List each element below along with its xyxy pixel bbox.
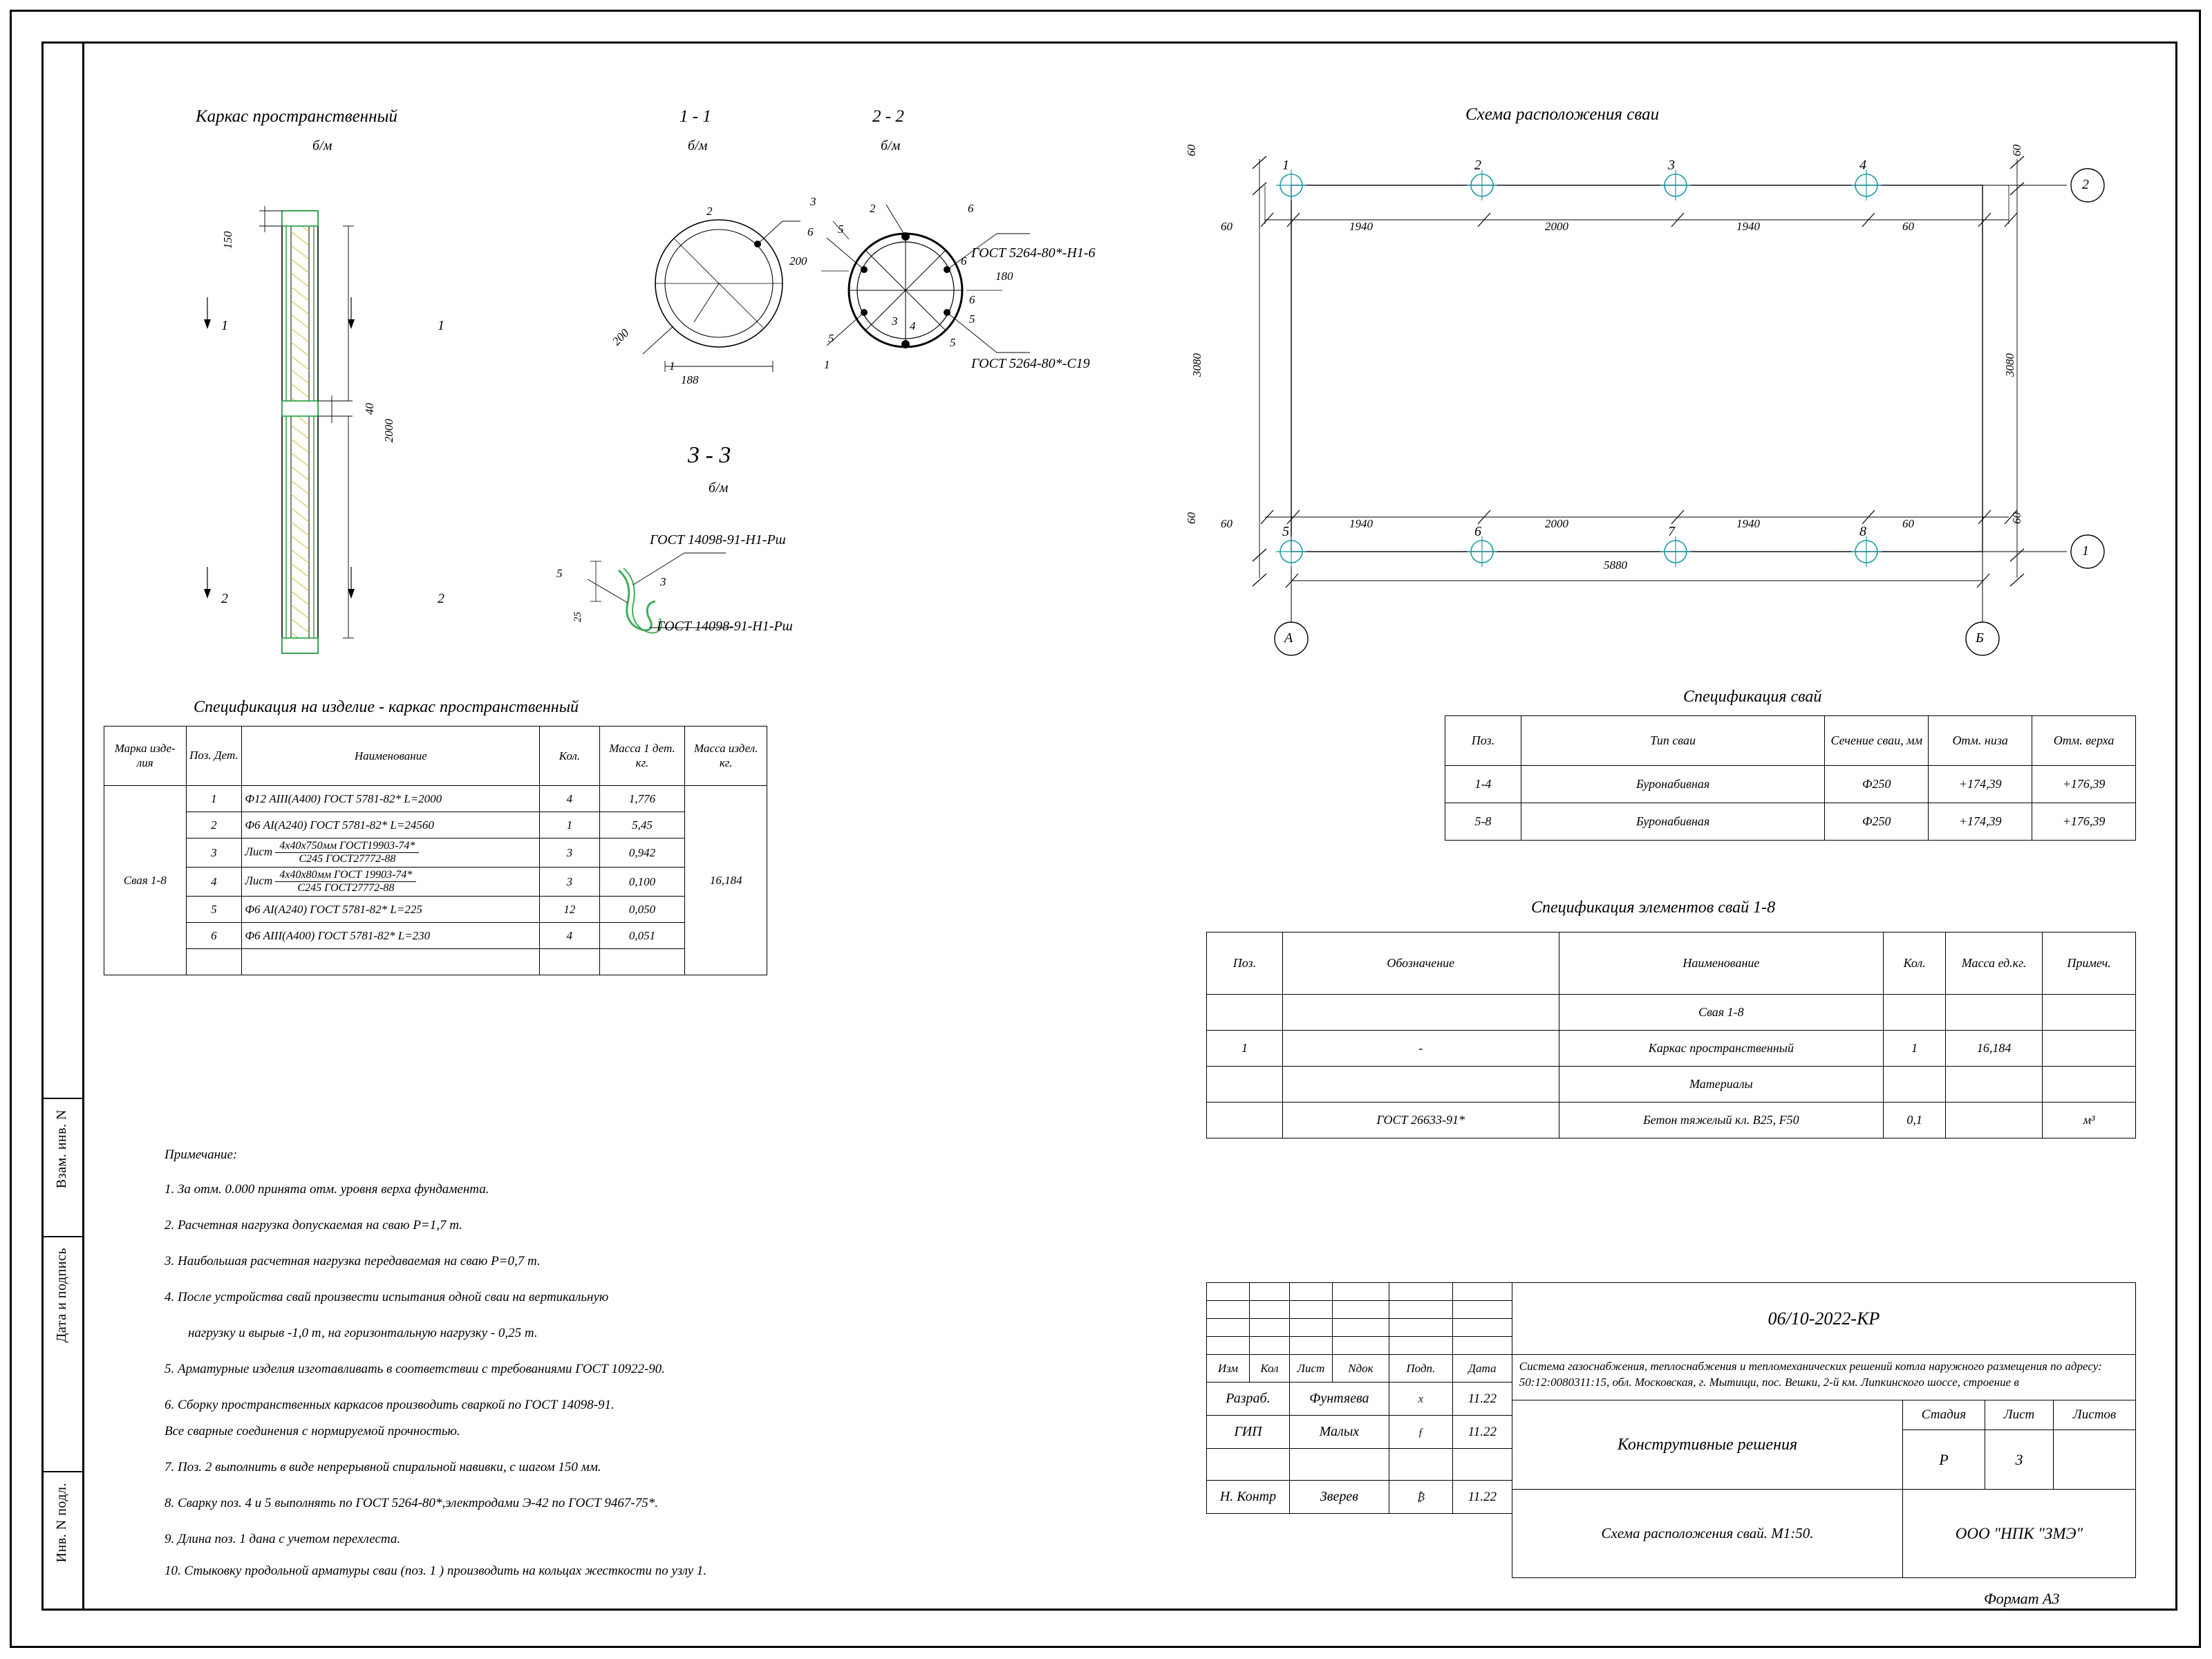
sec11-num-1: 1 (669, 359, 675, 373)
tb-c4b (1332, 1301, 1389, 1319)
tb-c3c (1289, 1319, 1332, 1337)
tb-list-header: Лист (1985, 1400, 2054, 1430)
spec-karkas-table (104, 726, 767, 975)
tb-company: ООО "НПК "ЗМЭ" (1902, 1490, 2136, 1578)
cell-mark-value: Свая 1-8 (104, 786, 187, 975)
sec22-num-5c: 5 (828, 332, 834, 345)
section-mark-2-right: 2 (438, 591, 444, 606)
cell-el-name-1: Свая 1-8 (1559, 995, 1884, 1031)
th-mass1: Масса 1 дет. кг. (599, 727, 685, 786)
table-row (1207, 1031, 2136, 1067)
th-qty: Кол. (540, 727, 599, 786)
cell-svai-section-1: Ф250 (1825, 766, 1929, 803)
sec22-num-1: 1 (824, 358, 830, 371)
cell-el-qty-1 (1884, 995, 1946, 1031)
pile-number-2: 2 (1474, 158, 1481, 173)
cell-el-pos-4 (1207, 1103, 1283, 1138)
dim-top-60b: 60 (1902, 220, 1914, 233)
tb-col-kol: Кол (1249, 1355, 1289, 1382)
tb-c4d (1332, 1337, 1389, 1355)
cell-el-qty-2: 1 (1884, 1031, 1946, 1067)
sec22-gost-bottom: ГОСТ 5264-80*-С19 (971, 356, 1090, 371)
sheet-format-label: Формат А3 (1984, 1590, 2060, 1607)
th-el-qty: Кол. (1884, 932, 1946, 995)
tb-sign-3 (1389, 1449, 1452, 1481)
axis-bubble-b: Б (1976, 630, 1984, 646)
cell-el-desig-4: ГОСТ 26633-91* (1282, 1103, 1559, 1138)
tb-date-3 (1452, 1449, 1512, 1481)
tb-c6 (1452, 1283, 1512, 1301)
sec22-dim-200: 200 (789, 254, 807, 268)
sec33-gost-top: ГОСТ 14098-91-Н1-Рш (650, 532, 786, 547)
pile-number-6: 6 (1474, 524, 1481, 539)
note-item-4b: нагрузку и вырыв -1,0 т, на горизонтальную нагрузку - 0,25 т. (188, 1326, 538, 1340)
dim-top-1940: 1940 (1349, 220, 1373, 233)
cell-mass-2: 5,45 (599, 812, 685, 838)
dim-bot-60a: 60 (1221, 517, 1232, 530)
tb-role-4: Н. Контр (1207, 1481, 1290, 1514)
table-row (1207, 1067, 2136, 1103)
cell-qty-3: 3 (540, 838, 599, 868)
tb-name-3 (1289, 1449, 1389, 1481)
table-row (104, 897, 767, 923)
tb-sign-1: x (1389, 1382, 1452, 1416)
spec-elements-title: Спецификация элементов свай 1-8 (1531, 899, 1776, 917)
sec33-num-3: 3 (660, 575, 666, 588)
cell-pos-2: 2 (186, 812, 242, 838)
cell-svai-top-1: +176,39 (2032, 766, 2136, 803)
dim-bot-1940: 1940 (1349, 517, 1373, 530)
cell-mass-1: 1,776 (599, 786, 685, 812)
pile-number-3: 3 (1668, 158, 1675, 173)
dim-bot-right-60v: 60 (2010, 512, 2023, 524)
cell-svai-bottom-2: +174,39 (1929, 803, 2032, 841)
cell-name-2: Ф6 АI(А240) ГОСТ 5781-82* L=24560 (242, 812, 540, 838)
tb-c6c (1452, 1319, 1512, 1337)
left-margin-column (41, 41, 84, 1611)
cell-el-note-2 (2043, 1031, 2136, 1067)
dim-bot-left-60v: 60 (1185, 512, 1198, 524)
axis-bubble-2: 2 (2082, 177, 2089, 192)
note-item-6: 6. Сборку пространственных каркасов производить сваркой по ГОСТ 14098-91. (165, 1398, 615, 1412)
cell-mass-4: 0,100 (599, 868, 685, 897)
note-item-4: 4. После устройства свай произвести испытания одной сваи на вертикальную (165, 1290, 609, 1304)
cell-pos-6: 6 (186, 923, 242, 949)
cell-el-mass-3 (1946, 1067, 2043, 1103)
th-svai-bottom: Отм. низа (1929, 716, 2032, 766)
sec22-num-6e: 6 (961, 254, 967, 268)
cell-qty-5: 12 (540, 897, 599, 923)
sec22-gost-top: ГОСТ 5264-80*-Н1-6 (971, 245, 1096, 261)
cell-pos-empty (186, 949, 242, 975)
tb-c1d (1207, 1337, 1250, 1355)
th-pos: Поз. Дет. (186, 727, 242, 786)
cell-el-mass-2: 16,184 (1946, 1031, 2043, 1067)
note-item-5: 5. Арматурные изделия изготавливать в соответствии с требованиями ГОСТ 10922-90. (165, 1362, 666, 1376)
table-row (1207, 1103, 2136, 1138)
cell-name-4 (242, 868, 540, 897)
cell-name-3-top: 4х40х750мм ГОСТ19903-74* (275, 840, 419, 853)
tb-stage-value: Р (1903, 1430, 1985, 1489)
cell-el-name-2: Каркас пространственный (1559, 1031, 1884, 1067)
cell-name-4-top: 4х40х80мм ГОСТ 19903-74* (275, 869, 416, 882)
cell-el-note-3 (2043, 1067, 2136, 1103)
spec-svai-table (1445, 715, 2136, 841)
tb-c1 (1207, 1283, 1250, 1301)
tb-c4 (1332, 1283, 1389, 1301)
tb-stage-header: Стадия (1903, 1400, 1985, 1430)
tb-c5c (1389, 1319, 1452, 1337)
th-mark: Марка изде-лия (104, 727, 187, 786)
cell-svai-section-2: Ф250 (1825, 803, 1929, 841)
axis-bubble-a: А (1284, 630, 1293, 646)
tb-c6b (1452, 1301, 1512, 1319)
tb-col-ndok: Nдок (1332, 1355, 1389, 1382)
pile-number-7: 7 (1668, 524, 1675, 539)
cell-el-name-4: Бетон тяжелый кл. В25, F50 (1559, 1103, 1884, 1138)
sec22-num-3b: 3 (892, 315, 898, 328)
title-block-table (1206, 1282, 2136, 1514)
tb-name-1: Фунтяева (1289, 1382, 1389, 1416)
tb-col-data: Дата (1452, 1355, 1512, 1382)
section-mark-1-left: 1 (221, 318, 228, 333)
th-svai-top: Отм. верха (2032, 716, 2136, 766)
tb-columns-row (1207, 1355, 2136, 1382)
cell-el-name-3: Материалы (1559, 1067, 1884, 1103)
tb-lists-header: Листов (2072, 1407, 2117, 1422)
note-item-2: 2. Расчетная нагрузка допускаемая на сваю Р=1,7 т. (165, 1218, 462, 1232)
cell-svai-bottom-1: +174,39 (1929, 766, 2032, 803)
cell-mass-5: 0,050 (599, 897, 685, 923)
dim-top-1940b: 1940 (1736, 220, 1760, 233)
karkas-dim-2000: 2000 (382, 419, 395, 442)
tb-c3d (1289, 1337, 1332, 1355)
pile-number-4: 4 (1859, 158, 1866, 173)
dim-left-3080: 3080 (1190, 353, 1203, 377)
section-2-2-scale: б/м (881, 138, 901, 153)
cell-qty-4: 3 (540, 868, 599, 897)
sec22-num-6c: 6 (969, 293, 975, 306)
cell-svai-type-1: Буронабивная (1521, 766, 1824, 803)
tb-c5d (1389, 1337, 1452, 1355)
spec-karkas-table-wrap (104, 726, 767, 975)
tb-role-3 (1207, 1449, 1290, 1481)
tb-object-description: Система газоснабжения, теплоснабжения и тепломеханических решений котла наружного размещения по адресу: 50:12:0080311:15, обл. Московская, г. Мытищи, пос. Вешки, 2-й км. Липкинского шоссе, строение в (1512, 1355, 2135, 1481)
note-item-3: 3. Наибольшая расчетная нагрузка передаваемая на сваю Р=0,7 т. (165, 1254, 541, 1268)
sec22-num-3: 3 (810, 195, 816, 208)
th-el-note: Примеч. (2043, 932, 2136, 995)
note-item-6b: Все сварные соединения с нормируемой прочностью. (165, 1424, 460, 1438)
cell-el-note-4: м³ (2043, 1103, 2136, 1138)
tb-role-row (1207, 1481, 2136, 1514)
tb-col-izm: Изм (1207, 1355, 1250, 1382)
pile-number-5: 5 (1282, 524, 1289, 539)
sec11-num-2: 2 (706, 205, 713, 218)
section-mark-1-right: 1 (438, 318, 444, 333)
cell-svai-type-2: Буронабивная (1521, 803, 1824, 841)
dim-top-left-60v: 60 (1185, 144, 1198, 156)
spec-elements-table-wrap (1206, 932, 2136, 1138)
tb-c6d (1452, 1337, 1512, 1355)
pile-scheme-title: Схема расположения сваи (1465, 105, 1660, 124)
cell-mass-3: 0,942 (599, 838, 685, 868)
cell-name-4-prefix: Лист (245, 874, 273, 888)
tb-c5 (1389, 1283, 1452, 1301)
cell-name-empty (242, 949, 540, 975)
cell-el-pos-3 (1207, 1067, 1283, 1103)
table-row (1207, 995, 2136, 1031)
table-row (1445, 766, 2136, 803)
note-item-1: 1. За отм. 0.000 принята отм. уровня верха фундамента. (165, 1182, 489, 1197)
cell-name-3-bottom: С245 ГОСТ27772-88 (299, 853, 396, 865)
tb-list-value: 3 (1985, 1430, 2054, 1489)
cell-pos-5: 5 (186, 897, 242, 923)
th-el-pos: Поз. (1207, 932, 1283, 995)
tb-c1b (1207, 1301, 1250, 1319)
cell-el-pos-1 (1207, 995, 1283, 1031)
th-el-mass: Масса ед.кг. (1946, 932, 2043, 995)
th-el-name: Наименование (1559, 932, 1884, 995)
cell-el-qty-3 (1884, 1067, 1946, 1103)
karkas-elevation-drawing (194, 194, 442, 677)
cell-el-desig-2: - (1282, 1031, 1559, 1067)
section-1-1-scale: б/м (688, 138, 708, 153)
sec22-num-6a: 6 (968, 202, 974, 215)
spec-svai-table-wrap (1445, 715, 2136, 841)
sec33-gost-bottom: ГОСТ 14098-91-Н1-Рш (657, 619, 793, 634)
sec11-dim-200: 200 (610, 326, 632, 348)
karkas-title: Каркас пространственный (196, 107, 397, 126)
tb-drawing-name: Схема расположения свай. М1:50. (1512, 1490, 1902, 1578)
th-svai-section: Сечение сваи, мм (1825, 716, 1929, 766)
margin-label-inv: Инв. N подл. (54, 1483, 69, 1563)
section-2-2-title: 2 - 2 (872, 107, 904, 126)
cell-qty-2: 1 (540, 812, 599, 838)
tb-c3 (1289, 1283, 1332, 1301)
cell-el-desig-3 (1282, 1067, 1559, 1103)
sec33-num-5: 5 (556, 567, 563, 580)
spec-elements-table (1206, 932, 2136, 1138)
tb-date-1: 11.22 (1452, 1382, 1512, 1416)
notes-title: Примечание: (165, 1147, 238, 1162)
sec22-dim-180: 180 (995, 270, 1013, 283)
karkas-scale: б/м (312, 138, 332, 153)
tb-date-4: 11.22 (1452, 1481, 1512, 1514)
dim-top-2000: 2000 (1545, 220, 1568, 233)
tb-c5b (1389, 1301, 1452, 1319)
tb-c4c (1332, 1319, 1389, 1337)
cell-name-5: Ф6 АI(А240) ГОСТ 5781-82* L=225 (242, 897, 540, 923)
tb-name-4: Зверев (1289, 1481, 1389, 1514)
tb-c2d (1249, 1337, 1289, 1355)
table-row (1445, 803, 2136, 841)
spec-svai-title: Спецификация свай (1683, 688, 1822, 706)
sec33-dim-25: 25 (572, 612, 583, 622)
section-3-3-scale: б/м (709, 480, 729, 496)
dim-bot-1940b: 1940 (1736, 517, 1760, 530)
pile-scheme-drawing (1175, 138, 2157, 664)
cell-name-3-prefix: Лист (245, 845, 273, 859)
table-row-empty (104, 949, 767, 975)
section-mark-2-left: 2 (221, 591, 228, 606)
cell-name-1: Ф12 АIII(А400) ГОСТ 5781-82* L=2000 (242, 786, 540, 812)
cell-pos-3: 3 (186, 838, 242, 868)
cell-el-qty-4: 0,1 (1884, 1103, 1946, 1138)
sec22-num-5a: 5 (838, 223, 844, 236)
cell-total-mass: 16,184 (685, 786, 767, 975)
dim-bot-60b: 60 (1902, 517, 1914, 530)
tb-c1c (1207, 1319, 1250, 1337)
table-row (104, 812, 767, 838)
tb-date-2: 11.22 (1452, 1416, 1512, 1449)
tb-row (1207, 1283, 2136, 1301)
cell-name-3 (242, 838, 540, 868)
tb-col-list: Лист (1289, 1355, 1332, 1382)
table-header-row (104, 727, 767, 786)
th-svai-pos: Поз. (1445, 716, 1521, 766)
cell-qty-1: 4 (540, 786, 599, 812)
table-row (104, 838, 767, 868)
tb-c2c (1249, 1319, 1289, 1337)
th-svai-type: Тип сваи (1521, 716, 1824, 766)
cell-mass-6: 0,051 (599, 923, 685, 949)
karkas-dim-150: 150 (221, 231, 234, 249)
cell-svai-pos-2: 5-8 (1445, 803, 1521, 841)
tb-sign-2: ƒ (1389, 1416, 1452, 1449)
section-3-3-drawing (546, 525, 906, 684)
tb-section-name: Конструтивные решения (1512, 1400, 1902, 1490)
table-header-row (1445, 716, 2136, 766)
cell-pos-1: 1 (186, 786, 242, 812)
tb-c3b (1289, 1301, 1332, 1319)
dim-bot-2000: 2000 (1545, 517, 1568, 530)
sec22-num-6b: 6 (807, 225, 814, 238)
sec22-num-4: 4 (910, 319, 916, 332)
cell-svai-top-2: +176,39 (2032, 803, 2136, 841)
sec22-num-2a: 2 (870, 202, 876, 215)
tb-role-2: ГИП (1207, 1416, 1290, 1449)
sec11-dim-188: 188 (681, 373, 699, 386)
axis-bubble-1: 1 (2082, 543, 2089, 559)
sec22-num-5b: 5 (950, 336, 956, 349)
table-row (104, 923, 767, 949)
karkas-dim-40: 40 (363, 403, 376, 415)
cell-el-pos-2: 1 (1207, 1031, 1283, 1067)
dim-top-60a: 60 (1221, 220, 1232, 233)
dim-total-5880: 5880 (1604, 559, 1627, 572)
th-el-desig: Обозначение (1282, 932, 1559, 995)
tb-c2b (1249, 1301, 1289, 1319)
cell-qty-empty (540, 949, 599, 975)
cell-name-6: Ф6 АIII(А400) ГОСТ 5781-82* L=230 (242, 923, 540, 949)
dim-right-3080: 3080 (2003, 353, 2016, 377)
note-item-9: 9. Длина поз. 1 дана с учетом перехлеста. (165, 1532, 401, 1546)
table-row (104, 786, 767, 812)
margin-seg-top (41, 41, 84, 1099)
table-header-row (1207, 932, 2136, 995)
section-1-1-title: 1 - 1 (679, 107, 711, 126)
cell-el-desig-1 (1282, 995, 1559, 1031)
tb-role-1: Разраб. (1207, 1382, 1290, 1416)
tb-name-2: Малых (1289, 1416, 1389, 1449)
pile-number-8: 8 (1859, 524, 1866, 539)
th-mass-total: Масса издел. кг. (685, 727, 767, 786)
cell-mass-empty (599, 949, 685, 975)
cell-svai-pos-1: 1-4 (1445, 766, 1521, 803)
note-item-8: 8. Сварку поз. 4 и 5 выполнять по ГОСТ 5264-80*,электродами Э-42 по ГОСТ 9467-75*. (165, 1496, 658, 1510)
tb-c2 (1249, 1283, 1289, 1301)
pile-number-1: 1 (1282, 158, 1289, 173)
dim-top-right-60v: 60 (2010, 144, 2023, 156)
table-row (104, 868, 767, 897)
th-name: Наименование (242, 727, 540, 786)
spec-karkas-title: Спецификация на изделие - каркас пространственный (194, 698, 579, 716)
note-item-7: 7. Поз. 2 выполнить в виде непрерывной спиральной навивки, с шагом 150 мм. (165, 1460, 601, 1474)
cell-el-mass-4 (1946, 1103, 2043, 1138)
sec22-num-6d: 5 (969, 312, 975, 326)
title-block (1206, 1282, 2136, 1542)
cell-qty-6: 4 (540, 923, 599, 949)
tb-doc-code: 06/10-2022-КР (1512, 1283, 2135, 1355)
margin-label-date: Дата и подпись (54, 1248, 69, 1343)
tb-sign-4: ₿ (1389, 1481, 1452, 1514)
cell-pos-4: 4 (186, 868, 242, 897)
section-3-3-title: 3 - 3 (688, 442, 731, 468)
cell-el-note-1 (2043, 995, 2136, 1031)
cell-name-4-bottom: С245 ГОСТ27772-88 (297, 882, 395, 894)
cell-el-mass-1 (1946, 995, 2043, 1031)
note-item-10: 10. Стыковку продольной арматуры сваи (поз. 1 ) производить на кольцах жесткости по узлу 1. (165, 1564, 707, 1578)
margin-label-vzam: Взам. инв. N (54, 1109, 69, 1189)
tb-col-podp: Подп. (1389, 1355, 1452, 1382)
